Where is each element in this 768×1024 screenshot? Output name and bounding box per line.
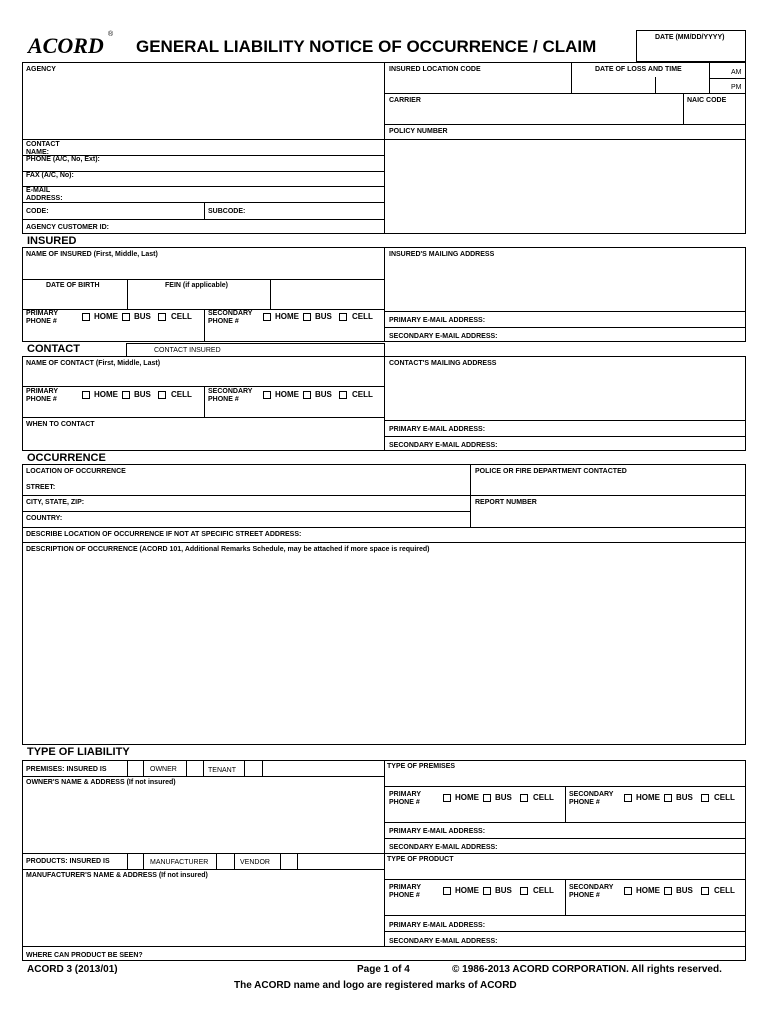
product-primary-bus-checkbox[interactable] [483, 887, 491, 895]
bus-label: BUS [676, 886, 693, 895]
description-field[interactable] [23, 556, 745, 744]
location-of-occurrence-label: LOCATION OF OCCURRENCE [26, 468, 126, 475]
agency-customer-id-label: AGENCY CUSTOMER ID: [26, 224, 109, 231]
policy-number-label: POLICY NUMBER [389, 128, 448, 135]
contact-secondary-cell-checkbox[interactable] [339, 391, 347, 399]
premises-primary-email-label: PRIMARY E-MAIL ADDRESS: [389, 828, 486, 835]
premises-secondary-home-checkbox[interactable] [624, 794, 632, 802]
insured-location-code-label: INSURED LOCATION CODE [389, 66, 481, 73]
agency-label: AGENCY [26, 66, 56, 73]
insured-primary-cell-checkbox[interactable] [158, 313, 166, 321]
description-label: DESCRIPTION OF OCCURRENCE (ACORD 101, Additional Remarks Schedule, may be attached if more space is required) [26, 546, 430, 553]
cell-label: CELL [714, 793, 735, 802]
contact-primary-bus-checkbox[interactable] [122, 391, 130, 399]
home-label: HOME [455, 793, 479, 802]
contact-primary-email-label: PRIMARY E-MAIL ADDRESS: [389, 426, 486, 433]
bus-label: BUS [315, 390, 332, 399]
product-secondary-bus-checkbox[interactable] [664, 887, 672, 895]
premises-primary-bus-checkbox[interactable] [483, 794, 491, 802]
copyright: © 1986-2013 ACORD CORPORATION. All rights reserved. [452, 964, 722, 975]
premises-primary-cell-checkbox[interactable] [520, 794, 528, 802]
when-to-contact-label: WHEN TO CONTACT [26, 421, 95, 428]
insured-secondary-bus-checkbox[interactable] [303, 313, 311, 321]
registered-mark: ® [108, 31, 114, 38]
contact-mailing-label: CONTACT'S MAILING ADDRESS [389, 360, 497, 367]
form-title: GENERAL LIABILITY NOTICE OF OCCURRENCE / CLAIM [136, 37, 597, 56]
agency-field[interactable] [23, 75, 383, 138]
bus-label: BUS [134, 312, 151, 321]
trademark-notice: The ACORD name and logo are registered marks of ACORD [234, 980, 517, 991]
vendor-label: VENDOR [240, 859, 270, 866]
insured-primary-email-label: PRIMARY E-MAIL ADDRESS: [389, 317, 486, 324]
premises-primary-phone-label: PRIMARY PHONE # [389, 791, 421, 806]
product-primary-email-label: PRIMARY E-MAIL ADDRESS: [389, 922, 486, 929]
occurrence-heading: OCCURRENCE [27, 452, 106, 464]
insured-primary-home-checkbox[interactable] [82, 313, 90, 321]
type-of-premises-label: TYPE OF PREMISES [387, 763, 456, 770]
bus-label: BUS [676, 793, 693, 802]
tenant-label: TENANT [208, 767, 236, 774]
report-number-label: REPORT NUMBER [475, 499, 537, 506]
contact-primary-cell-checkbox[interactable] [158, 391, 166, 399]
liability-heading: TYPE OF LIABILITY [27, 746, 130, 758]
product-primary-cell-checkbox[interactable] [520, 887, 528, 895]
contact-name-label-2: NAME OF CONTACT (First, Middle, Last) [26, 360, 161, 367]
am-label: AM [731, 69, 742, 76]
contact-secondary-bus-checkbox[interactable] [303, 391, 311, 399]
cell-label: CELL [352, 312, 373, 321]
contact-secondary-email-label: SECONDARY E-MAIL ADDRESS: [389, 442, 498, 449]
home-label: HOME [455, 886, 479, 895]
insured-name-label: NAME OF INSURED (First, Middle, Last) [26, 251, 158, 258]
contact-insured-checkbox[interactable] [126, 343, 150, 357]
insured-primary-bus-checkbox[interactable] [122, 313, 130, 321]
products-label: PRODUCTS: INSURED IS [26, 858, 110, 865]
fein-label: FEIN (if applicable) [165, 282, 229, 289]
describe-location-label: DESCRIBE LOCATION OF OCCURRENCE IF NOT AT SPECIFIC STREET ADDRESS: [26, 531, 302, 538]
email-label: E-MAIL ADDRESS: [26, 187, 63, 202]
cell-label: CELL [533, 793, 554, 802]
insured-secondary-cell-checkbox[interactable] [339, 313, 347, 321]
code-label: CODE: [26, 208, 49, 215]
date-of-loss-label: DATE OF LOSS AND TIME [595, 66, 682, 73]
form-id: ACORD 3 (2013/01) [27, 964, 118, 975]
home-label: HOME [94, 390, 118, 399]
insured-primary-phone-label: PRIMARY PHONE # [26, 310, 58, 325]
insured-secondary-home-checkbox[interactable] [263, 313, 271, 321]
contact-heading: CONTACT [27, 343, 80, 355]
owner-label: OWNER [150, 766, 177, 773]
cell-label: CELL [714, 886, 735, 895]
premises-secondary-bus-checkbox[interactable] [664, 794, 672, 802]
bus-label: BUS [495, 793, 512, 802]
page-number: Page 1 of 4 [357, 964, 410, 975]
home-label: HOME [94, 312, 118, 321]
insured-mailing-label: INSURED'S MAILING ADDRESS [389, 251, 495, 258]
acord-logo: ACORD [28, 33, 104, 58]
insured-heading: INSURED [27, 235, 77, 247]
product-secondary-cell-checkbox[interactable] [701, 887, 709, 895]
manufacturer-label: MANUFACTURER [150, 859, 209, 866]
insured-secondary-phone-label: SECONDARY PHONE # [208, 310, 253, 325]
home-label: HOME [636, 886, 660, 895]
cell-label: CELL [533, 886, 554, 895]
city-state-zip-label: CITY, STATE, ZIP: [26, 499, 85, 506]
street-label: STREET: [26, 484, 56, 491]
naic-code-label: NAIC CODE [687, 97, 727, 104]
bus-label: BUS [134, 390, 151, 399]
subcode-label: SUBCODE: [208, 208, 246, 215]
owners-name-label: OWNER'S NAME & ADDRESS (If not insured) [26, 779, 176, 786]
premises-secondary-phone-label: SECONDARY PHONE # [569, 791, 614, 806]
contact-name-label: CONTACT NAME: [26, 141, 60, 156]
pm-label: PM [731, 84, 742, 91]
home-label: HOME [636, 793, 660, 802]
product-secondary-email-label: SECONDARY E-MAIL ADDRESS: [389, 938, 498, 945]
contact-primary-home-checkbox[interactable] [82, 391, 90, 399]
phone-label: PHONE (A/C, No, Ext): [26, 156, 100, 163]
contact-secondary-home-checkbox[interactable] [263, 391, 271, 399]
bus-label: BUS [315, 312, 332, 321]
insured-secondary-email-label: SECONDARY E-MAIL ADDRESS: [389, 333, 498, 340]
date-label: DATE (MM/DD/YYYY) [655, 34, 725, 41]
police-fire-label: POLICE OR FIRE DEPARTMENT CONTACTED [475, 468, 627, 475]
product-secondary-home-checkbox[interactable] [624, 887, 632, 895]
contact-primary-phone-label: PRIMARY PHONE # [26, 388, 58, 403]
home-label: HOME [275, 390, 299, 399]
product-primary-home-checkbox[interactable] [443, 887, 451, 895]
manufacturers-name-label: MANUFACTURER'S NAME & ADDRESS (If not insured) [26, 872, 208, 879]
contact-insured-label: CONTACT INSURED [154, 347, 221, 354]
carrier-label: CARRIER [389, 97, 421, 104]
bus-label: BUS [495, 886, 512, 895]
where-product-seen-label: WHERE CAN PRODUCT BE SEEN? [26, 952, 143, 959]
cell-label: CELL [171, 390, 192, 399]
cell-label: CELL [171, 312, 192, 321]
premises-label: PREMISES: INSURED IS [26, 766, 107, 773]
product-primary-phone-label: PRIMARY PHONE # [389, 884, 421, 899]
home-label: HOME [275, 312, 299, 321]
fax-label: FAX (A/C, No): [26, 172, 74, 179]
premises-primary-home-checkbox[interactable] [443, 794, 451, 802]
contact-secondary-phone-label: SECONDARY PHONE # [208, 388, 253, 403]
premises-secondary-email-label: SECONDARY E-MAIL ADDRESS: [389, 844, 498, 851]
product-secondary-phone-label: SECONDARY PHONE # [569, 884, 614, 899]
type-of-product-label: TYPE OF PRODUCT [387, 856, 454, 863]
dob-label: DATE OF BIRTH [46, 282, 100, 289]
premises-secondary-cell-checkbox[interactable] [701, 794, 709, 802]
cell-label: CELL [352, 390, 373, 399]
country-label: COUNTRY: [26, 515, 63, 522]
